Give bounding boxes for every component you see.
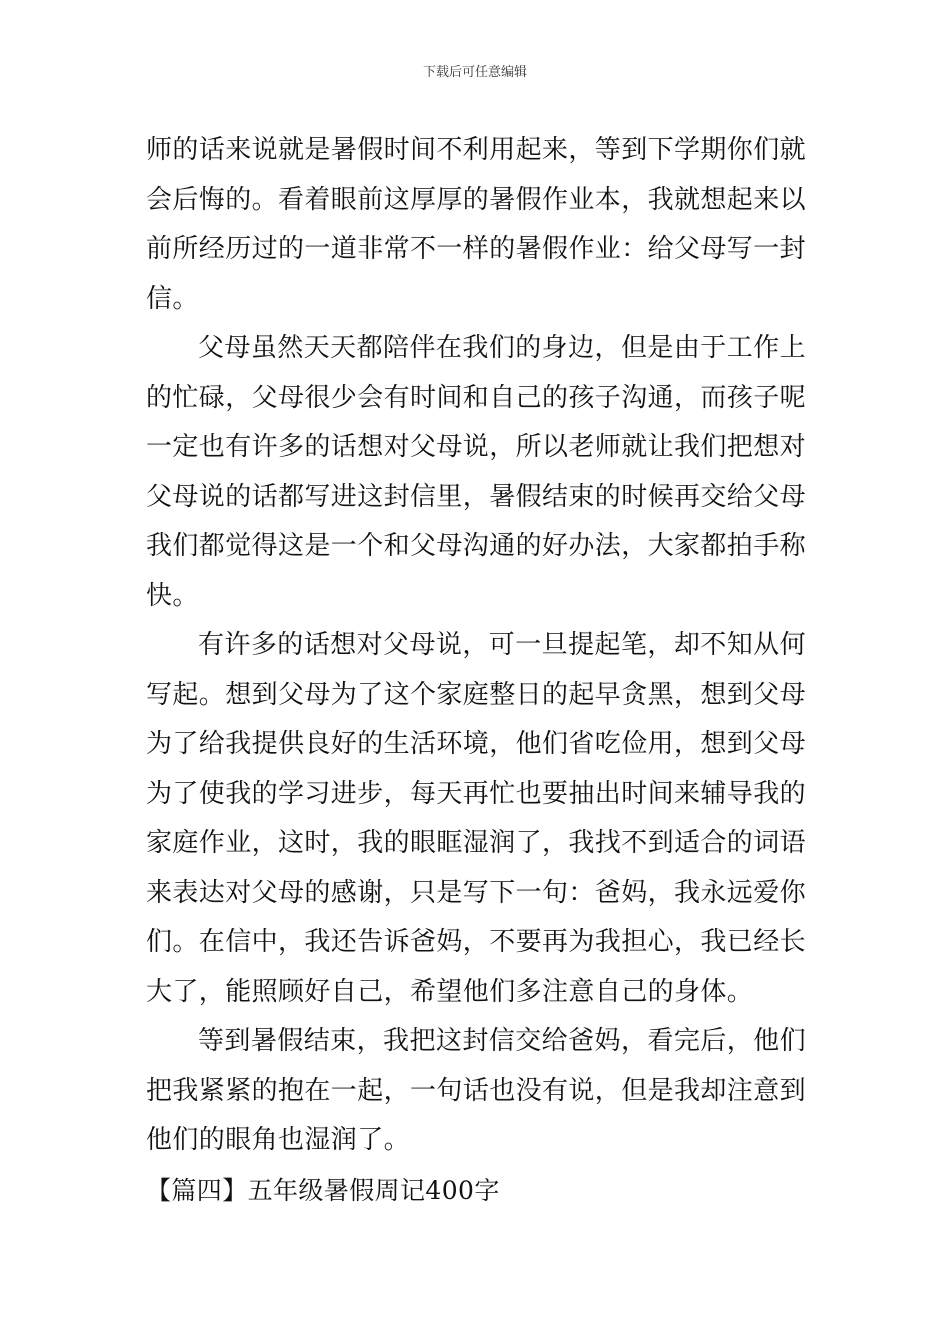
section-heading: 【篇四】五年级暑假周记400字 [146,1175,500,1205]
paragraph: 有许多的话想对父母说，可一旦提起笔，却不知从何写起。想到父母为了这个家庭整日的起早贪黑，想到父母为了给我提供良好的生活环境，他们省吃俭用，想到父母为了使我的学习进步，每天再忙也要抽出时间来辅导我的家庭作业，这时，我的眼眶湿润了，我找不到适合的词语来表达对父母的感谢，只是写下一句：爸妈，我永远爱你们。在信中，我还告诉爸妈，不要再为我担心，我已经长大了，能照顾好自己，希望他们多注意自己的身体。 [146,630,807,1007]
document-body [146,126,806,1215]
paragraph: 等到暑假结束，我把这封信交给爸妈，看完后，他们把我紧紧的抱在一起，一句话也没有说，但是我却注意到他们的眼角也湿润了。 [146,1026,807,1155]
paragraph-continuation: 师的话来说就是暑假时间不利用起来，等到下学期你们就会后悔的。看着眼前这厚厚的暑假作业本，我就想起来以前所经历过的一道非常不一样的暑假作业：给父母写一封信。 [146,135,807,314]
page-header-note: 下载后可任意编辑 [422,65,527,80]
paragraph: 父母虽然天天都陪伴在我们的身边，但是由于工作上的忙碌，父母很少会有时间和自己的孩子沟通，而孩子呢一定也有许多的话想对父母说，所以老师就让我们把想对父母说的话都写进这封信里，暑假结束的时候再交给父母我们都觉得这是一个和父母沟通的好办法，大家都拍手称快。 [146,333,807,611]
